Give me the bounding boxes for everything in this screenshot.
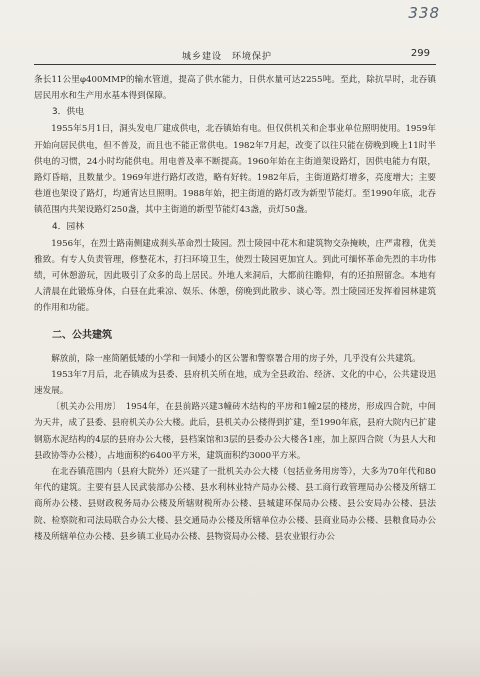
- paragraph-office-buildings: [34, 399, 436, 464]
- subheading-gardens: 4．园林: [52, 221, 84, 232]
- header-page-number: 299: [410, 48, 430, 59]
- paragraph-gardens: 1956年，在烈士路南侧建成刹头革命烈士陵园。烈士陵园中花木和建筑物交杂掩映，庄严肃穆，优美雅致。有专人负责管理，修整花木，打扫环境卫生，使烈士陵园更加宜人。到此可缅怀革命先烈的丰功伟绩，可休憩游玩，因此吸引了众多的岛上居民。外地人来洞后，大都前往瞻仰，有的还拍照留念。本地有人清晨在此锻炼身体，白昼在此乘凉、娱乐、休憩，傍晚到此散步、谈心等。烈士陵园还发挥着园林建筑的作用和功能。: [34, 238, 436, 314]
- subheading-power-supply: 3．供电: [52, 107, 84, 118]
- paragraph-other-offices: 在北吞镇范围内（县府大院外）还兴建了一批机关办公大楼（包括业务用房等），大多为70年代和80年代的建筑。主要有县人民武装部办公楼、县水利林业特产局办公楼、县工商行政管理局办公楼及所辖工商所办公楼、县财政税务局办公楼及所辖财税所办公楼、县城建环保局办公楼、县公安局办公楼、县法院、检察院和司法局联合办公大楼、县交通局办公楼及所辖单位办公楼、县商业局办公楼、县粮食局办公楼及所辖单位办公楼、县乡镇工业局办公楼、县物资局办公楼、县农业银行办公: [34, 467, 436, 542]
- heading-public-buildings: 二、公共建筑: [52, 329, 112, 341]
- paragraph-power-supply: 1955年5月1日，洞头发电厂建成供电，北吞镇始有电。但仅供机关和企事业单位照明使用。1959年开始向居民供电，但不普及，而且也不能正常供电。1982年7月起，改变了以往只能在傍晚到晚上11时半供电的习惯，24小时均能供电。用电普及率不断提高。1960年始在主街道架设路灯，因供电能力有限，路灯昏暗，且数量少。1969年进行路灯改造，略有好转。1982年后，主街道路灯增多，亮度增大；主要巷道也架设了路灯，均通宵达旦照明。1988年始，把主街道的路灯改为新型节能灯。至1990年底，北吞镇范围内共架设路灯250盏，其中主街道的新型节能灯43盏，贡灯50盏。: [34, 124, 436, 216]
- paragraph-water-supply-end: 条长11公里φ400MMP的输水管道，提高了供水能力，日供水量可达2255吨。至此，除抗旱时，北吞镇居民用水和生产用水基本得到保障。: [34, 75, 436, 102]
- page-shadow: [0, 637, 480, 677]
- running-header: [34, 46, 436, 65]
- paragraph-county-seat: 1953年7月后，北吞镇成为县委、县府机关所在地，成为全县政治、经济、文化的中心，公共建设迅速发展。: [34, 369, 436, 397]
- handwritten-page-mark: 338: [408, 4, 440, 22]
- inline-topic-tag: 〔机关办公用房〕: [51, 402, 117, 413]
- header-section-title: 城乡建设 环境保护: [182, 52, 273, 62]
- office-buildings-text: 1954年，在县前路兴建3幢砖木结构的平房和1幢2层的楼房，形成四合院，中间为天井，成了县委、县府机关办公大楼。此后，县机关办公楼得到扩建，至1990年底，县府大院内已扩建钢筋水泥结构的4层的县府办公大楼，县档案馆和3层的县委办公大楼各1座，加上原四合院（为县人大和县政协等办公楼），占地面积约6400平方米，建筑面积约3000平方米。: [34, 402, 436, 461]
- paragraph-pre-liberation: 解放前，除一座简陋低矮的小学和一间矮小的区公署和警察署合用的房子外，几乎没有公共建筑。: [51, 353, 421, 364]
- page-body: [34, 72, 436, 545]
